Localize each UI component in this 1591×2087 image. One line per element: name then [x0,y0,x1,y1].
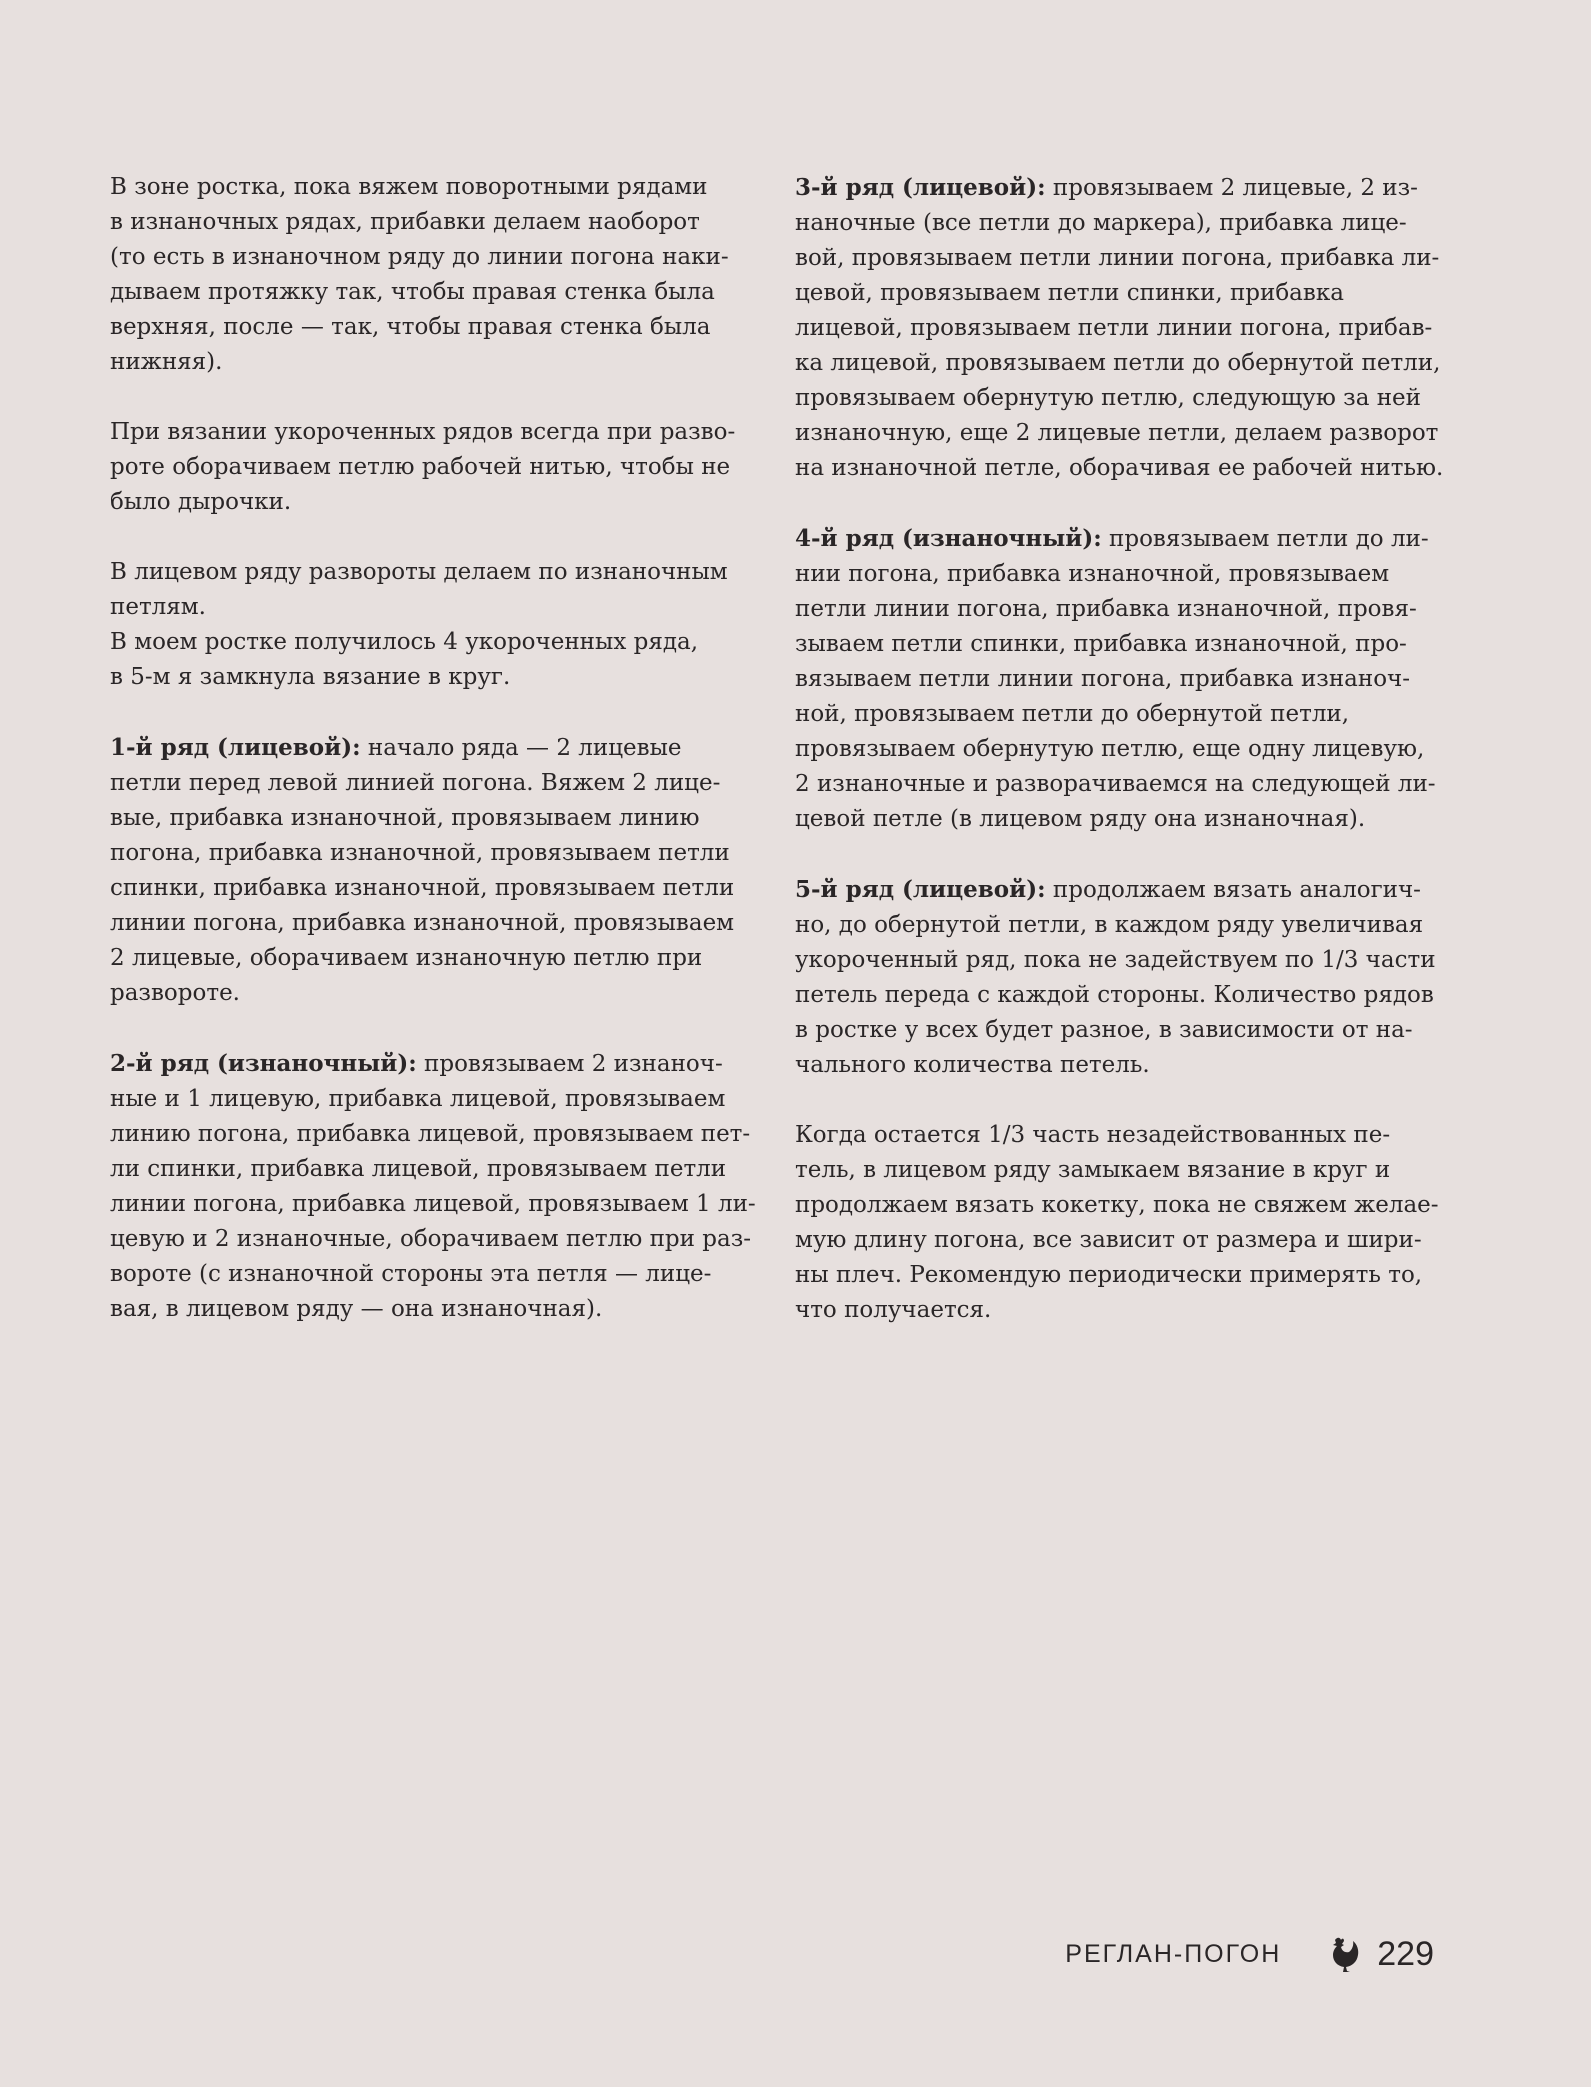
line-text: провязываем 2 лицевые, 2 из- [1045,175,1418,201]
line-text: вой, провязываем петли линии погона, прибавка ли- [795,245,1440,271]
text-line [110,1257,760,1292]
text-line [110,836,760,871]
line-text: на изнаночной петле, оборачивая ее рабочей нитью. [795,455,1444,481]
text-line [795,627,1445,662]
text-line [795,1153,1445,1188]
line-text: цевой, провязываем петли спинки, прибавка [795,280,1344,306]
paragraph [110,415,760,520]
line-text: нижняя). [110,349,223,375]
line-text: спинки, прибавка изнаночной, провязываем петли [110,875,735,901]
line-text: что получается. [795,1297,992,1323]
line-text: 2 изнаночные и разворачиваемся на следующей ли- [795,771,1436,797]
text-line [795,1223,1445,1258]
text-line [110,310,760,345]
text-line [110,730,760,766]
line-text: было дырочки. [110,489,292,515]
text-line [795,767,1445,802]
line-text: дываем протяжку так, чтобы правая стенка была [110,279,715,305]
line-text: вязываем петли линии погона, прибавка изнаноч- [795,666,1411,692]
text-line [795,872,1445,908]
line-text: цевой петле (в лицевом ряду она изнаночная). [795,806,1366,832]
text-line [795,592,1445,627]
line-text: но, до обернутой петли, в каждом ряду увеличивая [795,912,1424,938]
rooster-icon [1327,1936,1361,1974]
line-text: В лицевом ряду развороты делаем по изнаночным [110,559,728,585]
line-text: ны плеч. Рекомендую периодически примерять то, [795,1262,1423,1288]
text-line [110,170,760,205]
paragraph [795,521,1445,837]
line-text: В моем ростке получилось 4 укороченных ряда, [110,629,699,655]
text-line [795,381,1445,416]
text-line [110,941,760,976]
text-line [795,662,1445,697]
text-line [110,660,760,695]
line-text: вороте (с изнаночной стороны эта петля — лице- [110,1261,712,1287]
line-text: зываем петли спинки, прибавка изнаночной, про- [795,631,1407,657]
paragraph [110,1046,760,1327]
text-line [795,943,1445,978]
line-text: 2 лицевые, оборачиваем изнаночную петлю при [110,945,703,971]
running-section-title: РЕГЛАН-ПОГОН [1065,1940,1282,1968]
line-text: петли линии погона, прибавка изнаночной, провя- [795,596,1417,622]
text-line [795,241,1445,276]
line-text: петлям. [110,594,206,620]
line-text: роте оборачиваем петлю рабочей нитью, чтобы не [110,454,731,480]
text-line [795,1013,1445,1048]
row-heading: 3-й ряд (лицевой): [795,174,1046,201]
line-text: петли перед левой линией погона. Вяжем 2 лице- [110,770,721,796]
page-number: 229 [1377,1935,1434,1973]
line-text: изнаночную, еще 2 лицевые петли, делаем разворот [795,420,1439,446]
row-heading: 5-й ряд (лицевой): [795,876,1046,903]
line-text: погона, прибавка изнаночной, провязываем петли [110,840,730,866]
text-line [110,240,760,275]
line-text: лицевой, провязываем петли линии погона, прибав- [795,315,1433,341]
line-text: в 5-м я замкнула вязание в круг. [110,664,511,690]
text-line [110,205,760,240]
text-line [110,871,760,906]
line-text: верхняя, после — так, чтобы правая стенка была [110,314,711,340]
line-text: ные и 1 лицевую, прибавка лицевой, провязываем [110,1086,726,1112]
paragraph [795,1118,1445,1328]
row-heading: 4-й ряд (изнаночный): [795,525,1102,552]
line-text: вая, в лицевом ряду — она изнаночная). [110,1296,603,1322]
text-line [795,170,1445,206]
line-text: провязываем обернутую петлю, еще одну лицевую, [795,736,1425,762]
text-line [795,451,1445,486]
text-line [110,1222,760,1257]
text-line [110,976,760,1011]
line-text: ли спинки, прибавка лицевой, провязываем петли [110,1156,727,1182]
text-line [795,346,1445,381]
line-text: мую длину погона, все зависит от размера и шири- [795,1227,1422,1253]
text-line [795,557,1445,592]
line-text: тель, в лицевом ряду замыкаем вязание в круг и [795,1157,1391,1183]
text-line [795,1293,1445,1328]
right-column [795,170,1445,1363]
text-line [110,555,760,590]
line-text: цевую и 2 изнаночные, оборачиваем петлю при раз- [110,1226,752,1252]
text-line [110,415,760,450]
paragraph [110,170,760,380]
line-text: укороченный ряд, пока не задействуем по 1/3 части [795,947,1436,973]
text-line [110,1046,760,1082]
line-text: начало ряда — 2 лицевые [360,735,682,761]
text-line [795,276,1445,311]
line-text: провязываем обернутую петлю, следующую за ней [795,385,1421,411]
paragraph [795,872,1445,1083]
line-text: развороте. [110,980,240,1006]
paragraph [110,730,760,1011]
line-text: продолжаем вязать аналогич- [1045,877,1421,903]
text-line [795,416,1445,451]
line-text: вые, прибавка изнаночной, провязываем линию [110,805,700,831]
line-text: продолжаем вязать кокетку, пока не свяжем желае- [795,1192,1439,1218]
line-text: провязываем 2 изнаноч- [416,1051,723,1077]
line-text: чального количества петель. [795,1052,1150,1078]
text-line [795,311,1445,346]
text-line [795,1118,1445,1153]
line-text: При вязании укороченных рядов всегда при разво- [110,419,736,445]
text-line [795,732,1445,767]
text-line [795,521,1445,557]
paragraph [795,170,1445,486]
line-text: линии погона, прибавка изнаночной, провязываем [110,910,735,936]
text-line [110,801,760,836]
paragraph [110,555,760,695]
line-text: петель переда с каждой стороны. Количество рядов [795,982,1434,1008]
text-line [795,908,1445,943]
line-text: ка лицевой, провязываем петли до обернутой петли, [795,350,1441,376]
text-line [110,590,760,625]
line-text: Когда остается 1/3 часть незадействованных пе- [795,1122,1391,1148]
line-text: линии погона, прибавка лицевой, провязываем 1 ли- [110,1191,756,1217]
text-line [795,1048,1445,1083]
line-text: линию погона, прибавка лицевой, провязываем пет- [110,1121,751,1147]
text-line [110,1082,760,1117]
text-line [110,625,760,660]
line-text: провязываем петли до ли- [1101,526,1429,552]
text-line [110,275,760,310]
line-text: в изнаночных рядах, прибавки делаем наоборот [110,209,700,235]
row-heading: 2-й ряд (изнаночный): [110,1050,417,1077]
text-line [110,906,760,941]
row-heading: 1-й ряд (лицевой): [110,734,361,761]
text-line [110,1292,760,1327]
line-text: (то есть в изнаночном ряду до линии погона наки- [110,244,729,270]
line-text: наночные (все петли до маркера), прибавка лице- [795,210,1407,236]
text-line [795,1258,1445,1293]
text-line [795,802,1445,837]
text-line [110,1117,760,1152]
line-text: В зоне ростка, пока вяжем поворотными рядами [110,174,708,200]
line-text: в ростке у всех будет разное, в зависимости от на- [795,1017,1413,1043]
text-line [110,1152,760,1187]
text-line [795,697,1445,732]
text-line [110,450,760,485]
text-line [110,485,760,520]
page-footer [1065,1935,1434,1974]
left-column [110,170,760,1362]
text-line [795,978,1445,1013]
line-text: нии погона, прибавка изнаночной, провязываем [795,561,1390,587]
text-line [110,766,760,801]
text-line [110,345,760,380]
text-line [795,206,1445,241]
text-line [795,1188,1445,1223]
text-line [110,1187,760,1222]
line-text: ной, провязываем петли до обернутой петли, [795,701,1350,727]
